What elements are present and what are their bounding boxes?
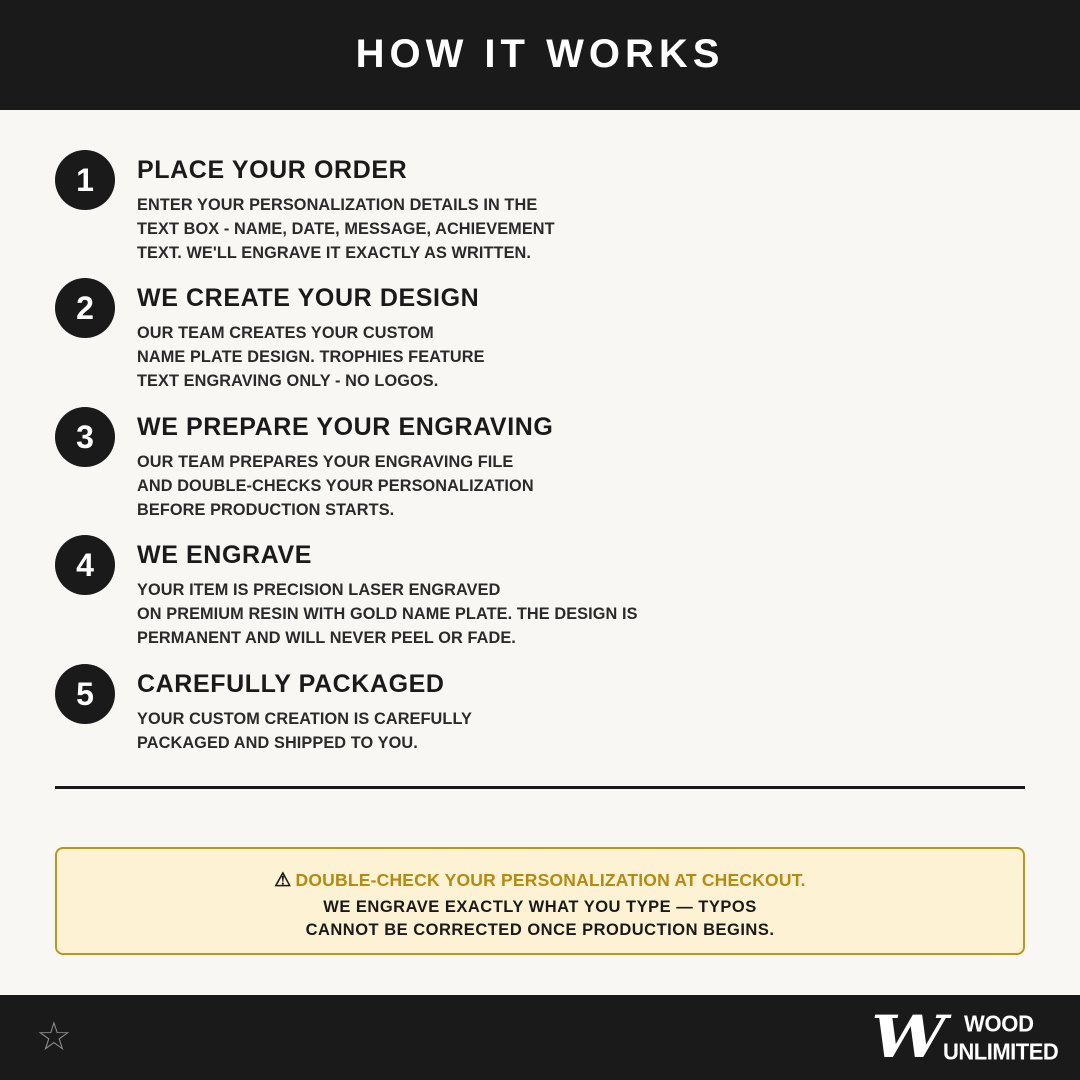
step-description-line: TEXT BOX - NAME, DATE, MESSAGE, ACHIEVEMENT [137,220,555,238]
section-divider [55,786,1025,789]
step-description-line: YOUR CUSTOM CREATION IS CAREFULLY [137,710,472,728]
step-description-line: YOUR ITEM IS PRECISION LASER ENGRAVED [137,581,501,599]
step-description-line: OUR TEAM PREPARES YOUR ENGRAVING FILE [137,453,514,471]
step-description-line: PACKAGED AND SHIPPED TO YOU. [137,734,418,752]
logo-mark: W [871,1003,947,1071]
step-description [137,578,638,650]
step-description-line: BEFORE PRODUCTION STARTS. [137,501,395,519]
step-description [137,707,472,755]
step-description-line: PERMANENT AND WILL NEVER PEEL OR FADE. [137,629,516,647]
step-description-line: ON PREMIUM RESIN WITH GOLD NAME PLATE. THE DESIGN IS [137,605,638,623]
step-description-line: TEXT ENGRAVING ONLY - NO LOGOS. [137,372,439,390]
step-description [137,450,534,522]
step-description-line: ENTER YOUR PERSONALIZATION DETAILS IN THE [137,196,538,214]
step-description-line: AND DOUBLE-CHECKS YOUR PERSONALIZATION [137,477,534,495]
step-number-badge: 5 [55,664,115,724]
step-title: CAREFULLY PACKAGED [137,670,445,698]
warning-body-line: WE ENGRAVE EXACTLY WHAT YOU TYPE — TYPOS [323,898,757,916]
brand-logo [871,1003,1059,1071]
step-description [137,321,485,393]
step-title: WE ENGRAVE [137,541,312,569]
page-title: HOW IT WORKS [355,31,725,76]
step-number-badge: 3 [55,407,115,467]
logo-text-line2: UNLIMITED [943,1038,1059,1065]
step-title: PLACE YOUR ORDER [137,156,408,184]
step-number-badge: 4 [55,535,115,595]
warning-body-line: CANNOT BE CORRECTED ONCE PRODUCTION BEGINS. [305,921,775,939]
header-bar [0,0,1080,110]
step-number-badge: 2 [55,278,115,338]
step-description-line: TEXT. WE'LL ENGRAVE IT EXACTLY AS WRITTEN. [137,244,532,262]
warning-headline: DOUBLE-CHECK YOUR PERSONALIZATION AT CHECKOUT. [295,870,806,890]
step-description-line: OUR TEAM CREATES YOUR CUSTOM [137,324,434,342]
footer-bar [0,995,1080,1080]
warning-notice [55,847,1025,955]
step-description-line: NAME PLATE DESIGN. TROPHIES FEATURE [137,348,485,366]
logo-text-line1: WOOD [964,1010,1034,1037]
warning-body [57,896,1023,942]
step-title: WE PREPARE YOUR ENGRAVING [137,413,554,441]
step-description [137,193,555,265]
warning-triangle-icon: ⚠ [274,870,292,891]
star-outline-icon: ☆ [36,1015,72,1059]
step-number-badge: 1 [55,150,115,210]
step-title: WE CREATE YOUR DESIGN [137,284,480,312]
